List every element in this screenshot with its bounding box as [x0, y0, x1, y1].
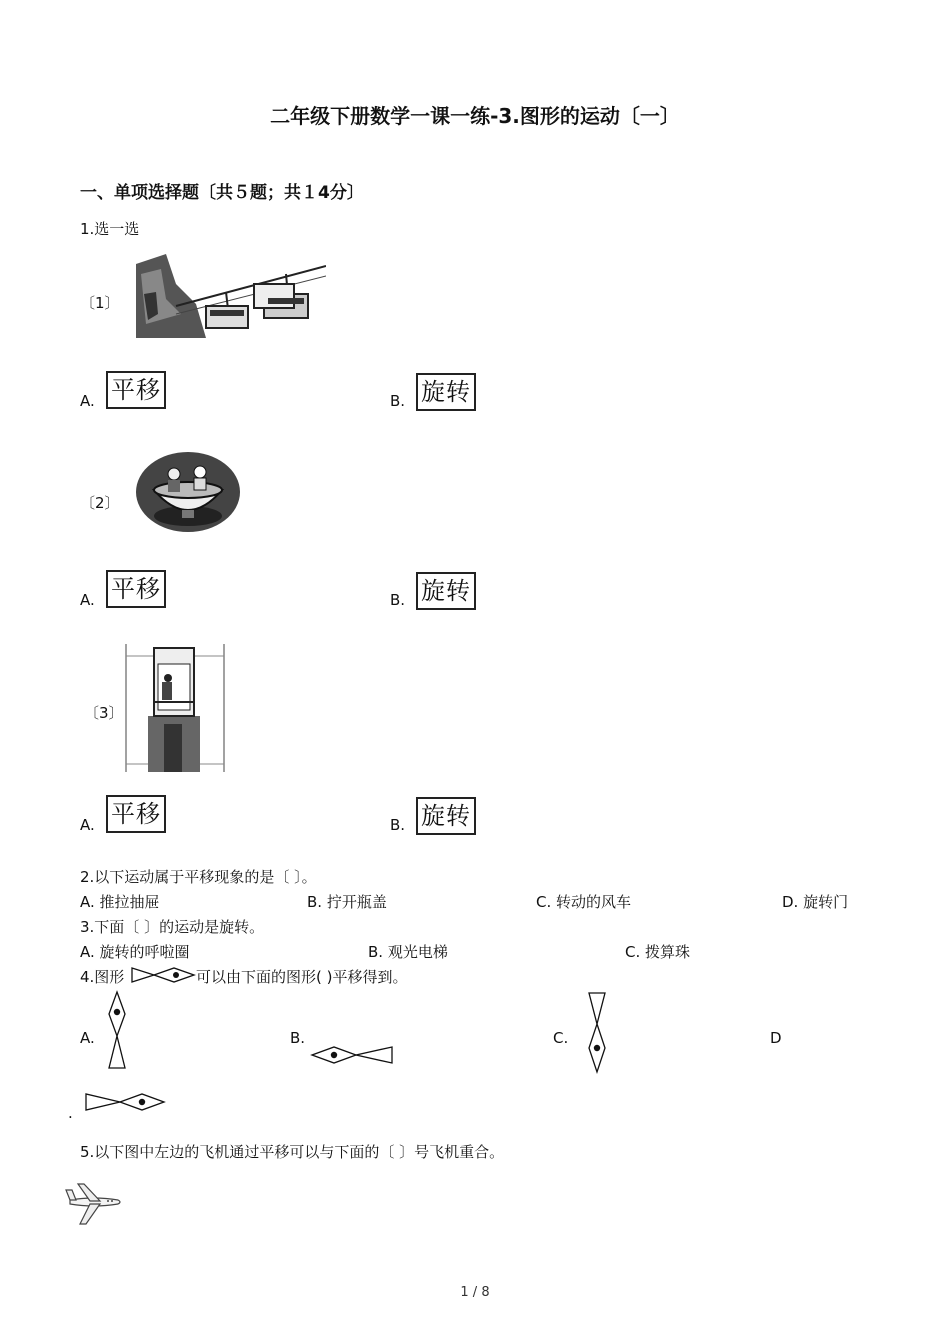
- translation-box: 平移: [106, 371, 166, 409]
- airplane-icon: [64, 1180, 124, 1228]
- q2-option-b[interactable]: B. 拧开瓶盖: [307, 893, 387, 911]
- q4-option-b[interactable]: B.: [290, 1029, 306, 1047]
- q1-part2-option-a[interactable]: A.: [80, 591, 95, 609]
- q2-stem: 2.以下运动属于平移现象的是〔 〕。: [80, 868, 317, 886]
- q4-option-a[interactable]: A.: [80, 1029, 95, 1047]
- q3-option-c[interactable]: C. 拨算珠: [625, 943, 691, 961]
- q4-option-d[interactable]: D: [770, 1029, 782, 1047]
- q3-option-b[interactable]: B. 观光电梯: [368, 943, 448, 961]
- q4-option-d-dot: .: [68, 1104, 73, 1122]
- q4-option-c[interactable]: C.: [553, 1029, 569, 1047]
- q1-part3-option-b[interactable]: B.: [390, 816, 406, 834]
- q4-stem-start: 4.图形: [80, 968, 125, 986]
- bowtie-horizontal-d-icon: [84, 1091, 168, 1113]
- translation-box: 平移: [106, 570, 166, 608]
- section-heading: 一、单项选择题〔共５题；共１4分〕: [80, 183, 364, 203]
- bowtie-shape-icon: [130, 966, 196, 984]
- translation-box: 平移: [106, 795, 166, 833]
- q2-option-d[interactable]: D. 旋转门: [782, 893, 849, 911]
- bowtie-vertical-c-icon: [586, 990, 608, 1076]
- q1-part1-option-b[interactable]: B.: [390, 392, 406, 410]
- teacup-ride-image: [136, 450, 240, 534]
- q2-option-c[interactable]: C. 转动的风车: [536, 893, 632, 911]
- q3-stem: 3.下面〔 〕的运动是旋转。: [80, 918, 265, 936]
- q1-part1-label: 〔1〕: [80, 294, 120, 312]
- q1-part3-option-a[interactable]: A.: [80, 816, 95, 834]
- q5-stem: 5.以下图中左边的飞机通过平移可以与下面的〔 〕号飞机重合。: [80, 1143, 505, 1161]
- q1-part2-label: 〔2〕: [80, 494, 120, 512]
- q1-stem: 1.选一选: [80, 220, 140, 238]
- page-number: 1 / 8: [460, 1285, 490, 1300]
- q2-option-a[interactable]: A. 推拉抽屉: [80, 893, 160, 911]
- rotation-box: 旋转: [416, 797, 476, 835]
- page-title: 二年级下册数学一课一练-3.图形的运动〔一〕: [270, 104, 680, 128]
- bowtie-vertical-a-icon: [106, 990, 128, 1072]
- q3-option-a[interactable]: A. 旋转的呼啦圈: [80, 943, 190, 961]
- elevator-image: [124, 644, 226, 772]
- q4-stem-end: 可以由下面的图形( )平移得到。: [196, 968, 408, 986]
- cable-car-image: [136, 244, 326, 338]
- rotation-box: 旋转: [416, 373, 476, 411]
- q1-part1-option-a[interactable]: A.: [80, 392, 95, 410]
- rotation-box: 旋转: [416, 572, 476, 610]
- bowtie-horizontal-b-icon: [310, 1044, 396, 1066]
- q1-part3-label: 〔3〕: [84, 704, 124, 722]
- q1-part2-option-b[interactable]: B.: [390, 591, 406, 609]
